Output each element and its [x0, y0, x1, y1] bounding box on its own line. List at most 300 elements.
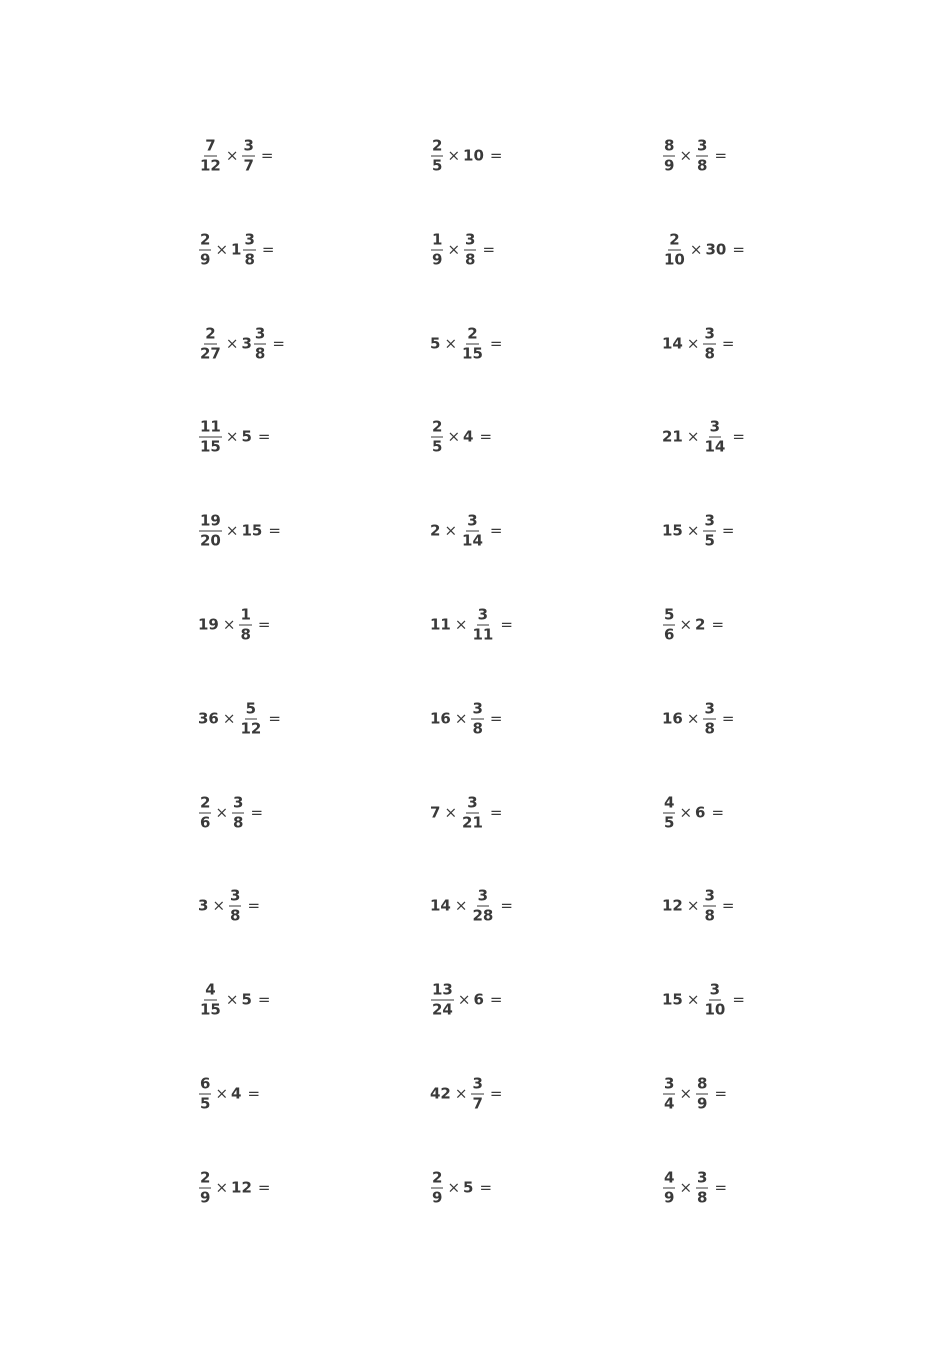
- numerator: 3: [465, 230, 476, 249]
- second-fraction: [471, 886, 494, 925]
- times-sign: ×: [679, 146, 693, 165]
- equals-sign: =: [721, 896, 735, 915]
- multiplication-problem: [198, 886, 261, 925]
- multiplication-problem: [430, 417, 493, 456]
- times-sign: ×: [686, 990, 700, 1009]
- times-sign: ×: [215, 1084, 229, 1103]
- second-whole-number: 6: [695, 803, 706, 822]
- second-whole-number: 5: [463, 1178, 474, 1197]
- multiplication-problem: [662, 417, 745, 456]
- second-operand: [231, 795, 245, 830]
- denominator: 8: [697, 1188, 708, 1207]
- second-operand: [702, 886, 716, 925]
- first-operand: [430, 980, 455, 1019]
- denominator: 11: [472, 625, 494, 644]
- first-operand: [198, 615, 220, 634]
- first-fraction: [199, 511, 222, 550]
- equals-sign: =: [721, 521, 735, 540]
- denominator: 27: [200, 344, 221, 363]
- multiplication-problem: [198, 1170, 270, 1205]
- first-operand: [430, 896, 452, 915]
- first-fraction: [199, 1074, 211, 1113]
- second-operand: [463, 427, 474, 446]
- equals-sign: =: [257, 1178, 271, 1197]
- denominator: 6: [200, 813, 211, 832]
- first-operand: [198, 326, 223, 361]
- denominator: 7: [243, 156, 254, 175]
- denominator: 10: [704, 1000, 726, 1019]
- denominator: 4: [664, 1094, 675, 1113]
- equals-sign: =: [721, 709, 735, 728]
- second-whole-number: 12: [231, 1178, 252, 1197]
- denominator: 8: [233, 813, 244, 832]
- times-sign: ×: [215, 240, 229, 259]
- denominator: 21: [462, 813, 483, 832]
- first-operand: [198, 232, 212, 267]
- multiplication-problem: [662, 1074, 728, 1113]
- times-sign: ×: [447, 1178, 461, 1197]
- denominator: 9: [200, 250, 211, 269]
- first-operand: [430, 615, 452, 634]
- equals-sign: =: [247, 1084, 261, 1103]
- second-whole-number: 4: [463, 427, 474, 446]
- times-sign: ×: [679, 1084, 693, 1103]
- first-fraction: [663, 1170, 675, 1205]
- denominator: 6: [664, 625, 675, 644]
- denominator: 8: [230, 906, 241, 925]
- equals-sign: =: [489, 990, 503, 1009]
- times-sign: ×: [686, 709, 700, 728]
- second-fraction: [239, 701, 262, 736]
- multiplication-problem: [430, 326, 502, 361]
- equals-sign: =: [714, 1178, 728, 1197]
- denominator: 5: [704, 531, 715, 550]
- second-whole-number: 10: [463, 146, 484, 165]
- second-operand: [460, 326, 485, 361]
- second-fraction: [461, 511, 484, 550]
- first-whole-number: 12: [662, 896, 683, 915]
- first-whole-number: 11: [430, 615, 451, 634]
- multiplication-problem: [430, 980, 503, 1019]
- second-fraction: [696, 136, 708, 175]
- times-sign: ×: [457, 990, 471, 1009]
- first-whole-number: 36: [198, 709, 219, 728]
- first-fraction: [663, 795, 675, 830]
- first-whole-number: 16: [662, 709, 683, 728]
- equals-sign: =: [732, 427, 745, 446]
- first-operand: [662, 1074, 676, 1113]
- times-sign: ×: [225, 427, 239, 446]
- multiplication-problem: [430, 136, 503, 175]
- equals-sign: =: [721, 334, 735, 353]
- second-operand: [238, 701, 263, 736]
- times-sign: ×: [215, 803, 229, 822]
- first-fraction: [199, 795, 211, 830]
- multiplication-problem: [198, 136, 274, 175]
- numerator: 5: [245, 699, 257, 718]
- multiplication-problem: [198, 232, 274, 267]
- numerator: 3: [709, 417, 721, 436]
- equals-sign: =: [489, 709, 503, 728]
- denominator: 5: [664, 813, 675, 832]
- first-operand: [662, 521, 684, 540]
- second-fraction: [239, 605, 251, 644]
- first-operand: [198, 511, 223, 550]
- first-operand: [430, 417, 444, 456]
- first-fraction: [199, 1170, 211, 1205]
- first-operand: [430, 336, 441, 351]
- times-sign: ×: [454, 896, 468, 915]
- second-operand: [463, 1180, 474, 1195]
- numerator: 3: [704, 699, 715, 718]
- equals-sign: =: [489, 521, 503, 540]
- first-fraction: [199, 326, 222, 361]
- equals-sign: =: [711, 803, 725, 822]
- second-operand: [702, 511, 716, 550]
- first-whole-number: 16: [430, 709, 451, 728]
- second-operand: [231, 1084, 242, 1103]
- second-operand: [695, 805, 706, 820]
- second-operand: [241, 427, 252, 446]
- times-sign: ×: [215, 1178, 229, 1197]
- numerator: 3: [230, 886, 241, 905]
- denominator: 9: [664, 1188, 675, 1207]
- times-sign: ×: [225, 990, 239, 1009]
- second-fraction: [471, 605, 494, 644]
- first-fraction: [663, 136, 675, 175]
- second-operand: [470, 886, 495, 925]
- first-whole-number: 2: [430, 521, 441, 540]
- first-operand: [662, 795, 676, 830]
- second-operand: [473, 990, 484, 1009]
- second-operand: [463, 232, 477, 267]
- times-sign: ×: [679, 1178, 693, 1197]
- multiplication-problem: [662, 511, 735, 550]
- numerator: 3: [467, 511, 478, 530]
- denominator: 8: [240, 625, 251, 644]
- denominator: 20: [200, 531, 221, 550]
- denominator: 9: [432, 250, 443, 269]
- first-whole-number: 19: [198, 615, 219, 634]
- first-operand: [198, 896, 209, 915]
- first-whole-number: 14: [662, 334, 683, 353]
- times-sign: ×: [454, 615, 468, 634]
- multiplication-problem: [662, 701, 734, 736]
- times-sign: ×: [686, 334, 700, 353]
- multiplication-problem: [430, 1074, 503, 1113]
- second-operand: [231, 232, 257, 267]
- multiplication-problem: [662, 886, 735, 925]
- first-whole-number: 15: [662, 521, 683, 540]
- equals-sign: =: [732, 240, 745, 259]
- times-sign: ×: [686, 427, 700, 446]
- first-whole-number: 15: [662, 990, 683, 1009]
- times-sign: ×: [444, 334, 458, 353]
- second-fraction: [471, 1074, 483, 1113]
- first-operand: [198, 980, 223, 1019]
- numerator: 2: [432, 1168, 443, 1187]
- equals-sign: =: [250, 803, 264, 822]
- first-operand: [430, 232, 444, 267]
- multiplication-problem: [662, 232, 745, 267]
- multiplication-problem: [662, 1170, 727, 1205]
- denominator: 7: [472, 1094, 483, 1113]
- denominator: 8: [465, 250, 476, 269]
- first-operand: [198, 417, 223, 456]
- numerator: 2: [200, 1168, 211, 1187]
- denominator: 14: [462, 531, 483, 550]
- second-fraction: [461, 326, 484, 361]
- denominator: 8: [244, 250, 255, 269]
- second-whole-number: 30: [705, 240, 727, 259]
- first-operand: [662, 711, 684, 726]
- equals-sign: =: [268, 521, 281, 540]
- first-operand: [430, 805, 441, 820]
- first-fraction: [431, 980, 454, 1019]
- first-operand: [430, 711, 452, 726]
- second-whole-number: 5: [241, 427, 252, 446]
- second-operand: [231, 1180, 253, 1195]
- first-fraction: [431, 417, 443, 456]
- second-fraction: [703, 417, 726, 456]
- equals-sign: =: [489, 146, 503, 165]
- second-operand: [228, 886, 242, 925]
- times-sign: ×: [225, 334, 239, 353]
- second-whole-number: 5: [241, 990, 252, 1009]
- first-fraction: [663, 605, 675, 644]
- second-operand: [463, 146, 485, 165]
- second-whole-number: 3: [241, 334, 252, 353]
- numerator: 3: [254, 324, 266, 343]
- second-operand: [702, 417, 727, 456]
- numerator: 3: [472, 699, 483, 718]
- equals-sign: =: [260, 146, 274, 165]
- numerator: 3: [697, 136, 708, 155]
- numerator: 4: [664, 1168, 675, 1187]
- equals-sign: =: [714, 146, 728, 165]
- numerator: 1: [240, 605, 251, 624]
- first-fraction: [431, 1170, 443, 1205]
- first-operand: [662, 1170, 676, 1205]
- multiplication-problem: [198, 1074, 261, 1113]
- multiplication-problem: [430, 1170, 492, 1205]
- numerator: 4: [205, 980, 216, 999]
- multiplication-problem: [662, 605, 725, 644]
- first-operand: [430, 136, 444, 175]
- equals-sign: =: [489, 334, 503, 353]
- second-fraction: [696, 1074, 708, 1113]
- times-sign: ×: [689, 240, 703, 259]
- denominator: 10: [664, 250, 685, 269]
- denominator: 8: [254, 344, 266, 363]
- denominator: 9: [432, 1188, 443, 1207]
- first-whole-number: 7: [430, 803, 441, 822]
- second-fraction: [461, 795, 484, 830]
- first-whole-number: 42: [430, 1084, 451, 1103]
- multiplication-problem: [198, 511, 281, 550]
- second-fraction: [254, 326, 266, 361]
- multiplication-problem: [430, 605, 513, 644]
- second-operand: [695, 1074, 709, 1113]
- second-operand: [241, 136, 255, 175]
- first-operand: [198, 136, 223, 175]
- multiplication-problem: [430, 701, 502, 736]
- numerator: 6: [200, 1074, 211, 1093]
- second-operand: [470, 1074, 484, 1113]
- denominator: 15: [462, 344, 483, 363]
- first-operand: [198, 1170, 212, 1205]
- numerator: 3: [664, 1074, 675, 1093]
- second-operand: [241, 990, 252, 1009]
- denominator: 5: [432, 437, 443, 456]
- multiplication-problem: [662, 980, 745, 1019]
- second-whole-number: 4: [231, 1084, 242, 1103]
- equals-sign: =: [272, 334, 285, 353]
- numerator: 2: [205, 324, 216, 343]
- times-sign: ×: [447, 427, 461, 446]
- times-sign: ×: [444, 803, 458, 822]
- second-operand: [695, 136, 709, 175]
- second-operand: [241, 521, 263, 540]
- second-operand: [470, 605, 495, 644]
- multiplication-problem: [198, 701, 281, 736]
- second-whole-number: 2: [695, 615, 706, 634]
- equals-sign: =: [257, 615, 271, 634]
- first-operand: [662, 336, 684, 351]
- first-fraction: [431, 136, 443, 175]
- numerator: 2: [432, 136, 443, 155]
- equals-sign: =: [257, 427, 271, 446]
- second-operand: [705, 242, 727, 257]
- denominator: 9: [664, 156, 675, 175]
- times-sign: ×: [222, 615, 236, 634]
- second-operand: [470, 701, 484, 736]
- multiplication-problem: [198, 980, 271, 1019]
- first-operand: [198, 1074, 212, 1113]
- numerator: 2: [467, 324, 478, 343]
- times-sign: ×: [444, 521, 458, 540]
- numerator: 3: [709, 980, 721, 999]
- numerator: 2: [669, 230, 680, 249]
- multiplication-problem: [430, 795, 502, 830]
- denominator: 8: [704, 719, 715, 738]
- numerator: 2: [200, 793, 211, 812]
- numerator: 1: [432, 230, 443, 249]
- numerator: 11: [200, 417, 221, 436]
- denominator: 5: [432, 156, 443, 175]
- denominator: 15: [200, 1000, 221, 1019]
- multiplication-problem: [198, 326, 285, 361]
- denominator: 28: [472, 906, 494, 925]
- numerator: 2: [200, 230, 211, 249]
- times-sign: ×: [222, 709, 236, 728]
- times-sign: ×: [212, 896, 226, 915]
- second-fraction: [696, 1170, 708, 1205]
- first-operand: [430, 1084, 452, 1103]
- second-fraction: [703, 511, 715, 550]
- second-operand: [702, 326, 716, 361]
- denominator: 8: [704, 906, 715, 925]
- first-operand: [662, 990, 684, 1009]
- first-whole-number: 3: [198, 896, 209, 915]
- multiplication-problem: [430, 511, 503, 550]
- numerator: 2: [432, 417, 443, 436]
- second-fraction: [471, 701, 483, 736]
- first-fraction: [199, 417, 222, 456]
- times-sign: ×: [454, 709, 468, 728]
- denominator: 24: [432, 1000, 453, 1019]
- equals-sign: =: [711, 615, 725, 634]
- denominator: 15: [200, 437, 221, 456]
- numerator: 13: [432, 980, 453, 999]
- denominator: 8: [704, 344, 715, 363]
- times-sign: ×: [686, 896, 700, 915]
- first-operand: [430, 1170, 444, 1205]
- second-whole-number: 6: [473, 990, 484, 1009]
- numerator: 5: [664, 605, 675, 624]
- second-fraction: [703, 701, 715, 736]
- times-sign: ×: [225, 521, 239, 540]
- second-operand: [460, 795, 485, 830]
- numerator: 8: [664, 136, 675, 155]
- times-sign: ×: [454, 1084, 468, 1103]
- denominator: 8: [697, 156, 708, 175]
- multiplication-problem: [662, 326, 734, 361]
- multiplication-problem: [662, 795, 724, 830]
- numerator: 3: [467, 793, 478, 812]
- multiplication-problem: [198, 795, 263, 830]
- second-whole-number: 1: [231, 240, 242, 259]
- first-operand: [198, 795, 212, 830]
- equals-sign: =: [489, 803, 503, 822]
- times-sign: ×: [679, 615, 693, 634]
- second-operand: [241, 326, 267, 361]
- first-whole-number: 14: [430, 896, 451, 915]
- numerator: 3: [477, 886, 489, 905]
- second-operand: [460, 511, 485, 550]
- second-fraction: [703, 980, 726, 1019]
- second-operand: [695, 1170, 709, 1205]
- equals-sign: =: [257, 990, 271, 1009]
- equals-sign: =: [247, 896, 261, 915]
- numerator: 3: [244, 230, 255, 249]
- second-operand: [695, 615, 706, 634]
- multiplication-problem: [430, 886, 513, 925]
- numerator: 3: [697, 1168, 708, 1187]
- times-sign: ×: [447, 146, 461, 165]
- first-fraction: [199, 232, 211, 267]
- first-fraction: [663, 232, 686, 267]
- first-fraction: [431, 232, 443, 267]
- equals-sign: =: [482, 240, 496, 259]
- times-sign: ×: [686, 521, 700, 540]
- multiplication-problem: [198, 605, 271, 644]
- numerator: 19: [200, 511, 221, 530]
- denominator: 12: [240, 719, 262, 738]
- second-fraction: [243, 232, 255, 267]
- numerator: 4: [664, 793, 675, 812]
- numerator: 3: [472, 1074, 483, 1093]
- first-fraction: [199, 980, 222, 1019]
- first-whole-number: 21: [662, 427, 683, 446]
- denominator: 12: [200, 156, 221, 175]
- second-operand: [702, 701, 716, 736]
- first-operand: [662, 136, 676, 175]
- second-operand: [238, 605, 252, 644]
- numerator: 3: [243, 136, 254, 155]
- second-fraction: [464, 232, 476, 267]
- denominator: 5: [200, 1094, 211, 1113]
